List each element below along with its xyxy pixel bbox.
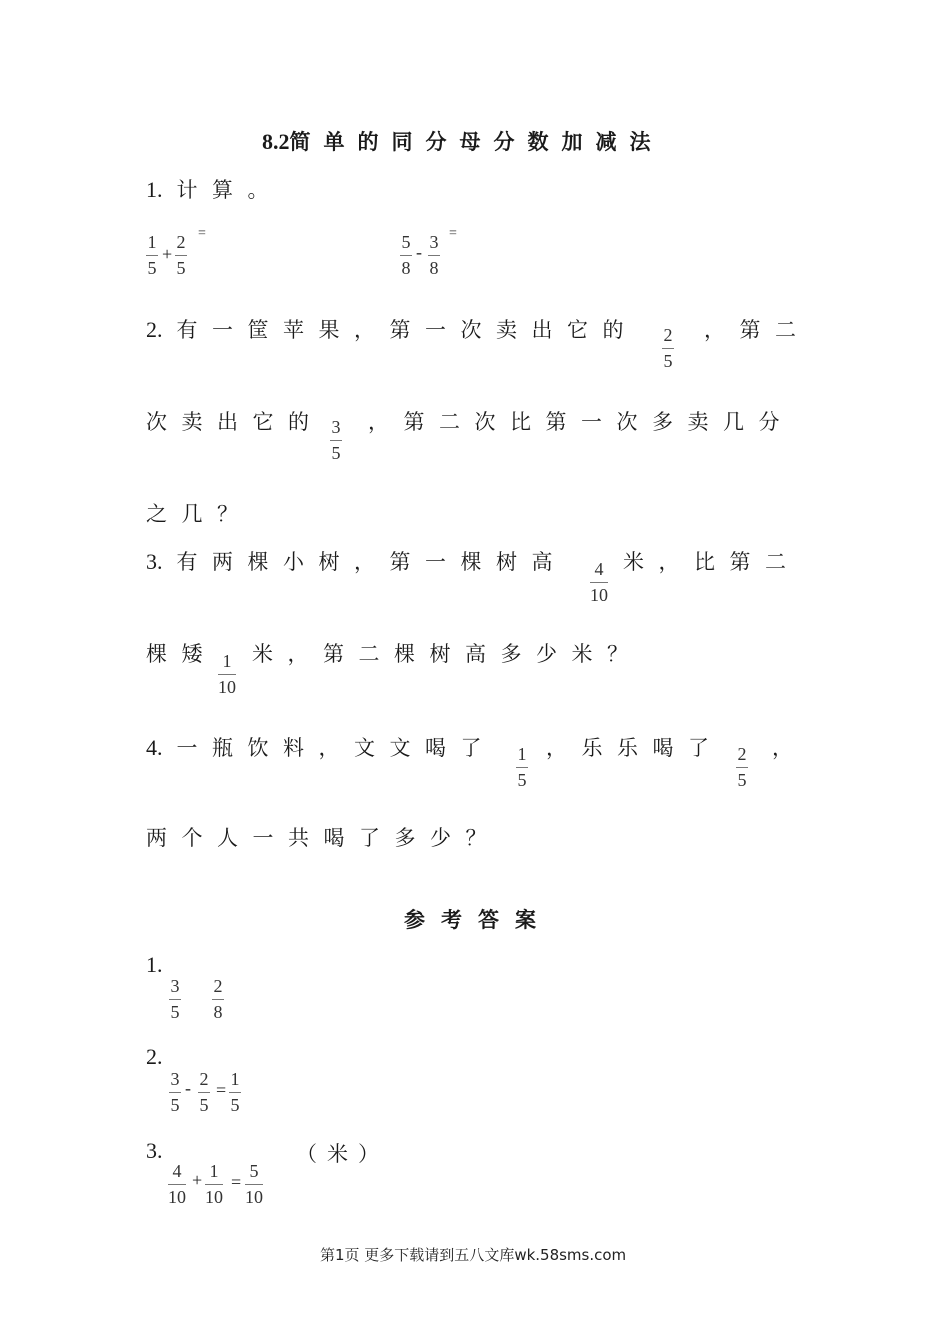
question-4-text: 一瓶饮料，文文喝了 — [176, 736, 496, 760]
question-2-text: 有一筐苹果，第一次卖出它的 — [176, 318, 638, 342]
fraction: $\frac{4}{10}$ — [168, 1161, 186, 1207]
question-3-line-1 — [146, 546, 567, 576]
question-3-text: 有两棵小树，第一棵树高 — [176, 550, 567, 574]
fraction: $\frac{5}{10}$ — [245, 1161, 263, 1207]
fraction: $\frac{2}{8}$ — [213, 976, 223, 1022]
fraction: $\frac{2}{5}$ — [737, 744, 747, 790]
answer-3-unit: （米） — [296, 1142, 389, 1166]
question-1-text: 计算。 — [176, 178, 283, 202]
fraction: $\frac{3}{5}$ — [170, 976, 180, 1022]
question-2-number: 2. — [146, 317, 163, 342]
question-3-number: 3. — [146, 549, 163, 574]
page-title — [262, 126, 664, 156]
question-2-line-1 — [146, 314, 638, 344]
question-1-number: 1. — [146, 177, 163, 202]
equals-sign: = — [216, 1080, 227, 1100]
page-footer: 第1页 更多下载请到五八文库wk.58sms.com — [320, 1246, 627, 1264]
question-2-line-2-start: 次卖出它的 — [146, 410, 324, 434]
question-2-line-2-end: ，第二次比第一次多卖几分 — [368, 410, 794, 434]
question-3-line-2-end: 米，第二棵树高多少米？ — [252, 642, 643, 666]
title-text: 简单的同分母分数加减法 — [289, 129, 664, 154]
fraction: $\frac{2}{5}$ — [176, 232, 186, 278]
equals-sign: = — [449, 226, 457, 241]
fraction: $\frac{1}{10}$ — [218, 651, 236, 697]
fraction: $\frac{3}{5}$ — [170, 1069, 180, 1115]
answers-heading: 参考答案 — [404, 907, 552, 932]
question-1 — [146, 174, 283, 204]
question-4-line-1-end: ， — [772, 736, 808, 760]
fraction: $\frac{1}{5}$ — [230, 1069, 240, 1115]
fraction: $\frac{2}{5}$ — [663, 325, 673, 371]
fraction: $\frac{3}{8}$ — [429, 232, 439, 278]
equals-sign: = — [198, 226, 206, 241]
equals-sign: = — [231, 1172, 242, 1192]
fraction: $\frac{1}{5}$ — [517, 744, 527, 790]
question-3-line-1-end: 米，比第二 — [623, 550, 801, 574]
question-2-line-1-end: ，第二 — [704, 318, 811, 342]
question-4-line-1-mid: ，乐乐喝了 — [546, 736, 724, 760]
fraction: $\frac{2}{5}$ — [199, 1069, 209, 1115]
question-4-line-1 — [146, 732, 496, 762]
answer-2-number: 2. — [146, 1044, 163, 1069]
fraction: $\frac{1}{10}$ — [205, 1161, 223, 1207]
question-3-line-2-start: 棵矮 — [146, 642, 217, 666]
plus-operator: + — [192, 1170, 203, 1190]
question-4-line-2: 两个人一共喝了多少？ — [146, 826, 501, 850]
plus-operator: + — [162, 244, 173, 264]
fraction: $\frac{1}{5}$ — [147, 232, 157, 278]
answer-1-number: 1. — [146, 952, 163, 977]
answer-3-number: 3. — [146, 1138, 163, 1163]
fraction: $\frac{5}{8}$ — [401, 232, 411, 278]
question-2-line-3: 之几？ — [146, 502, 253, 526]
fraction: $\frac{4}{10}$ — [590, 559, 608, 605]
title-number: 8.2 — [262, 129, 290, 154]
minus-operator: - — [185, 1078, 191, 1098]
fraction: $\frac{3}{5}$ — [331, 417, 341, 463]
question-4-number: 4. — [146, 735, 163, 760]
minus-operator: - — [416, 242, 422, 262]
